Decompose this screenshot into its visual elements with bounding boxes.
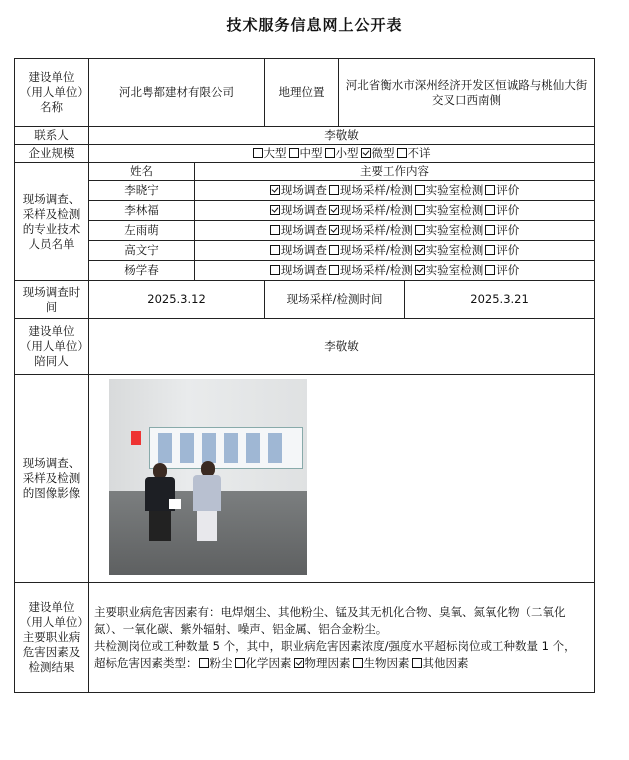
work-type-checkbox[interactable]	[415, 243, 484, 258]
scale-option[interactable]	[397, 146, 431, 161]
checkbox-label: 现场调查	[280, 183, 327, 197]
checkbox-icon	[325, 148, 335, 158]
image-label: 现场调查、采样及检测的图像影像	[15, 375, 89, 583]
hazard-list: 主要职业病危害因素有：电焊烟尘、其他粉尘、锰及其无机化合物、臭氧、氮氧化物（二氧化氮）、一氧化碳、紫外辐射、噪声、铝金属、铝合金粉尘。	[94, 604, 566, 636]
staff-name: 左雨萌	[89, 221, 195, 241]
checkbox-label: 实验室检测	[425, 183, 484, 197]
checkbox-icon	[329, 205, 339, 215]
work-type-checkbox[interactable]	[329, 223, 413, 238]
checkbox-label: 实验室检测	[425, 263, 484, 277]
checkbox-icon	[329, 185, 339, 195]
checkbox-label: 粉尘	[209, 655, 233, 670]
checkbox-icon	[485, 205, 495, 215]
sampling-time-value: 2025.3.21	[405, 281, 595, 319]
site-photo	[109, 379, 307, 575]
survey-time-label: 现场调查时间	[15, 281, 89, 319]
scale-option[interactable]	[325, 146, 359, 161]
checkbox-icon	[329, 265, 339, 275]
staff-label: 现场调查、采样及检测的专业技术人员名单	[15, 163, 89, 281]
staff-name: 李林福	[89, 201, 195, 221]
work-type-checkbox[interactable]	[270, 263, 327, 278]
checkbox-label: 评价	[496, 263, 520, 277]
survey-time-value: 2025.3.12	[89, 281, 265, 319]
checkbox-label: 实验室检测	[425, 243, 484, 257]
staff-work	[195, 181, 595, 201]
hazard-type-checkbox[interactable]	[235, 655, 292, 672]
checkbox-icon	[329, 245, 339, 255]
checkbox-icon	[485, 265, 495, 275]
checkbox-icon	[270, 245, 280, 255]
work-type-checkbox[interactable]	[485, 223, 519, 238]
work-type-checkbox[interactable]	[415, 223, 484, 238]
checkbox-label: 现场调查	[280, 223, 327, 237]
unit-name-value: 河北粤都建材有限公司	[89, 59, 265, 127]
staff-work	[195, 201, 595, 221]
checkbox-label: 实验室检测	[425, 203, 484, 217]
work-type-checkbox[interactable]	[485, 203, 519, 218]
checkbox-label: 现场调查	[280, 243, 327, 257]
checkbox-label: 小型	[335, 146, 359, 160]
scale-option[interactable]	[253, 146, 287, 161]
checkbox-icon	[270, 205, 280, 215]
staff-work-header: 主要工作内容	[195, 163, 595, 181]
exceed-types	[94, 655, 589, 672]
hazard-type-checkbox[interactable]	[412, 655, 469, 672]
checkbox-icon	[485, 185, 495, 195]
companion-label: 建设单位（用人单位）陪同人	[15, 319, 89, 375]
photo-person-left	[141, 463, 181, 541]
checkbox-icon	[485, 225, 495, 235]
checkbox-label: 实验室检测	[425, 223, 484, 237]
work-type-checkbox[interactable]	[485, 243, 519, 258]
staff-work	[195, 261, 595, 281]
checkbox-label: 评价	[496, 203, 520, 217]
checkbox-icon	[415, 265, 425, 275]
staff-work	[195, 241, 595, 261]
checkbox-label: 现场调查	[280, 203, 327, 217]
checkbox-label: 生物因素	[363, 655, 410, 670]
hazard-type-checkbox[interactable]	[199, 655, 233, 672]
checkbox-label: 化学因素	[245, 655, 292, 670]
unit-name-label: 建设单位（用人单位）名称	[15, 59, 89, 127]
work-type-checkbox[interactable]	[485, 263, 519, 278]
work-type-checkbox[interactable]	[329, 203, 413, 218]
contact-label: 联系人	[15, 127, 89, 145]
scale-option[interactable]	[289, 146, 323, 161]
checkbox-icon	[329, 225, 339, 235]
checkbox-icon	[235, 658, 245, 668]
contact-value: 李敬敏	[89, 127, 595, 145]
result-label: 建设单位（用人单位）主要职业病危害因素及检测结果	[15, 583, 89, 693]
checkbox-icon	[253, 148, 263, 158]
checkbox-icon	[270, 265, 280, 275]
checkbox-icon	[485, 245, 495, 255]
work-type-checkbox[interactable]	[329, 183, 413, 198]
checkbox-label: 评价	[496, 243, 520, 257]
checkbox-icon	[415, 225, 425, 235]
result-content	[89, 583, 595, 693]
checkbox-icon	[289, 148, 299, 158]
checkbox-label: 评价	[496, 183, 520, 197]
work-type-checkbox[interactable]	[270, 203, 327, 218]
photo-person-right	[189, 461, 225, 543]
checkbox-label: 不详	[407, 146, 431, 160]
checkbox-icon	[415, 185, 425, 195]
result-summary: 共检测岗位或工种数量 5 个，其中，职业病危害因素浓度/强度水平超标岗位或工种数量 1 个，	[94, 638, 576, 653]
checkbox-icon	[412, 658, 422, 668]
work-type-checkbox[interactable]	[415, 203, 484, 218]
hazard-type-checkbox[interactable]	[294, 655, 351, 672]
page-title: 技术服务信息网上公开表	[226, 16, 403, 34]
checkbox-label: 其他因素	[422, 655, 469, 670]
checkbox-icon	[353, 658, 363, 668]
staff-name: 高文宁	[89, 241, 195, 261]
work-type-checkbox[interactable]	[415, 183, 484, 198]
checkbox-label: 现场采样/检测	[339, 243, 413, 257]
work-type-checkbox[interactable]	[270, 223, 327, 238]
checkbox-icon	[270, 225, 280, 235]
staff-name: 李晓宁	[89, 181, 195, 201]
checkbox-icon	[397, 148, 407, 158]
companion-value: 李敬敏	[89, 319, 595, 375]
work-type-checkbox[interactable]	[415, 263, 484, 278]
location-label: 地理位置	[265, 59, 339, 127]
checkbox-icon	[294, 658, 304, 668]
checkbox-icon	[415, 245, 425, 255]
staff-work	[195, 221, 595, 241]
checkbox-label: 大型	[263, 146, 287, 160]
scale-label: 企业规模	[15, 145, 89, 163]
work-type-checkbox[interactable]	[485, 183, 519, 198]
checkbox-label: 现场采样/检测	[339, 203, 413, 217]
checkbox-label: 评价	[496, 223, 520, 237]
checkbox-label: 中型	[299, 146, 323, 160]
staff-name-header: 姓名	[89, 163, 195, 181]
checkbox-label: 现场采样/检测	[339, 183, 413, 197]
checkbox-icon	[199, 658, 209, 668]
hazard-type-checkbox[interactable]	[353, 655, 410, 672]
sampling-time-label: 现场采样/检测时间	[265, 281, 405, 319]
checkbox-label: 现场调查	[280, 263, 327, 277]
work-type-checkbox[interactable]	[270, 243, 327, 258]
work-type-checkbox[interactable]	[329, 263, 413, 278]
staff-name: 杨学春	[89, 261, 195, 281]
disclosure-table	[14, 58, 595, 693]
scale-option[interactable]	[361, 146, 395, 161]
photo-warning-sign	[131, 431, 141, 445]
checkbox-label: 物理因素	[304, 655, 351, 670]
work-type-checkbox[interactable]	[270, 183, 327, 198]
checkbox-icon	[415, 205, 425, 215]
checkbox-icon	[270, 185, 280, 195]
scale-options	[89, 145, 595, 163]
checkbox-label: 现场采样/检测	[339, 263, 413, 277]
checkbox-label: 微型	[371, 146, 395, 160]
checkbox-icon	[361, 148, 371, 158]
checkbox-label: 现场采样/检测	[339, 223, 413, 237]
exceed-types-prefix: 超标危害因素类型：	[94, 655, 198, 670]
work-type-checkbox[interactable]	[329, 243, 413, 258]
location-value: 河北省衡水市深州经济开发区恒诚路与桃仙大街交叉口西南侧	[339, 59, 595, 127]
image-cell	[89, 375, 595, 583]
